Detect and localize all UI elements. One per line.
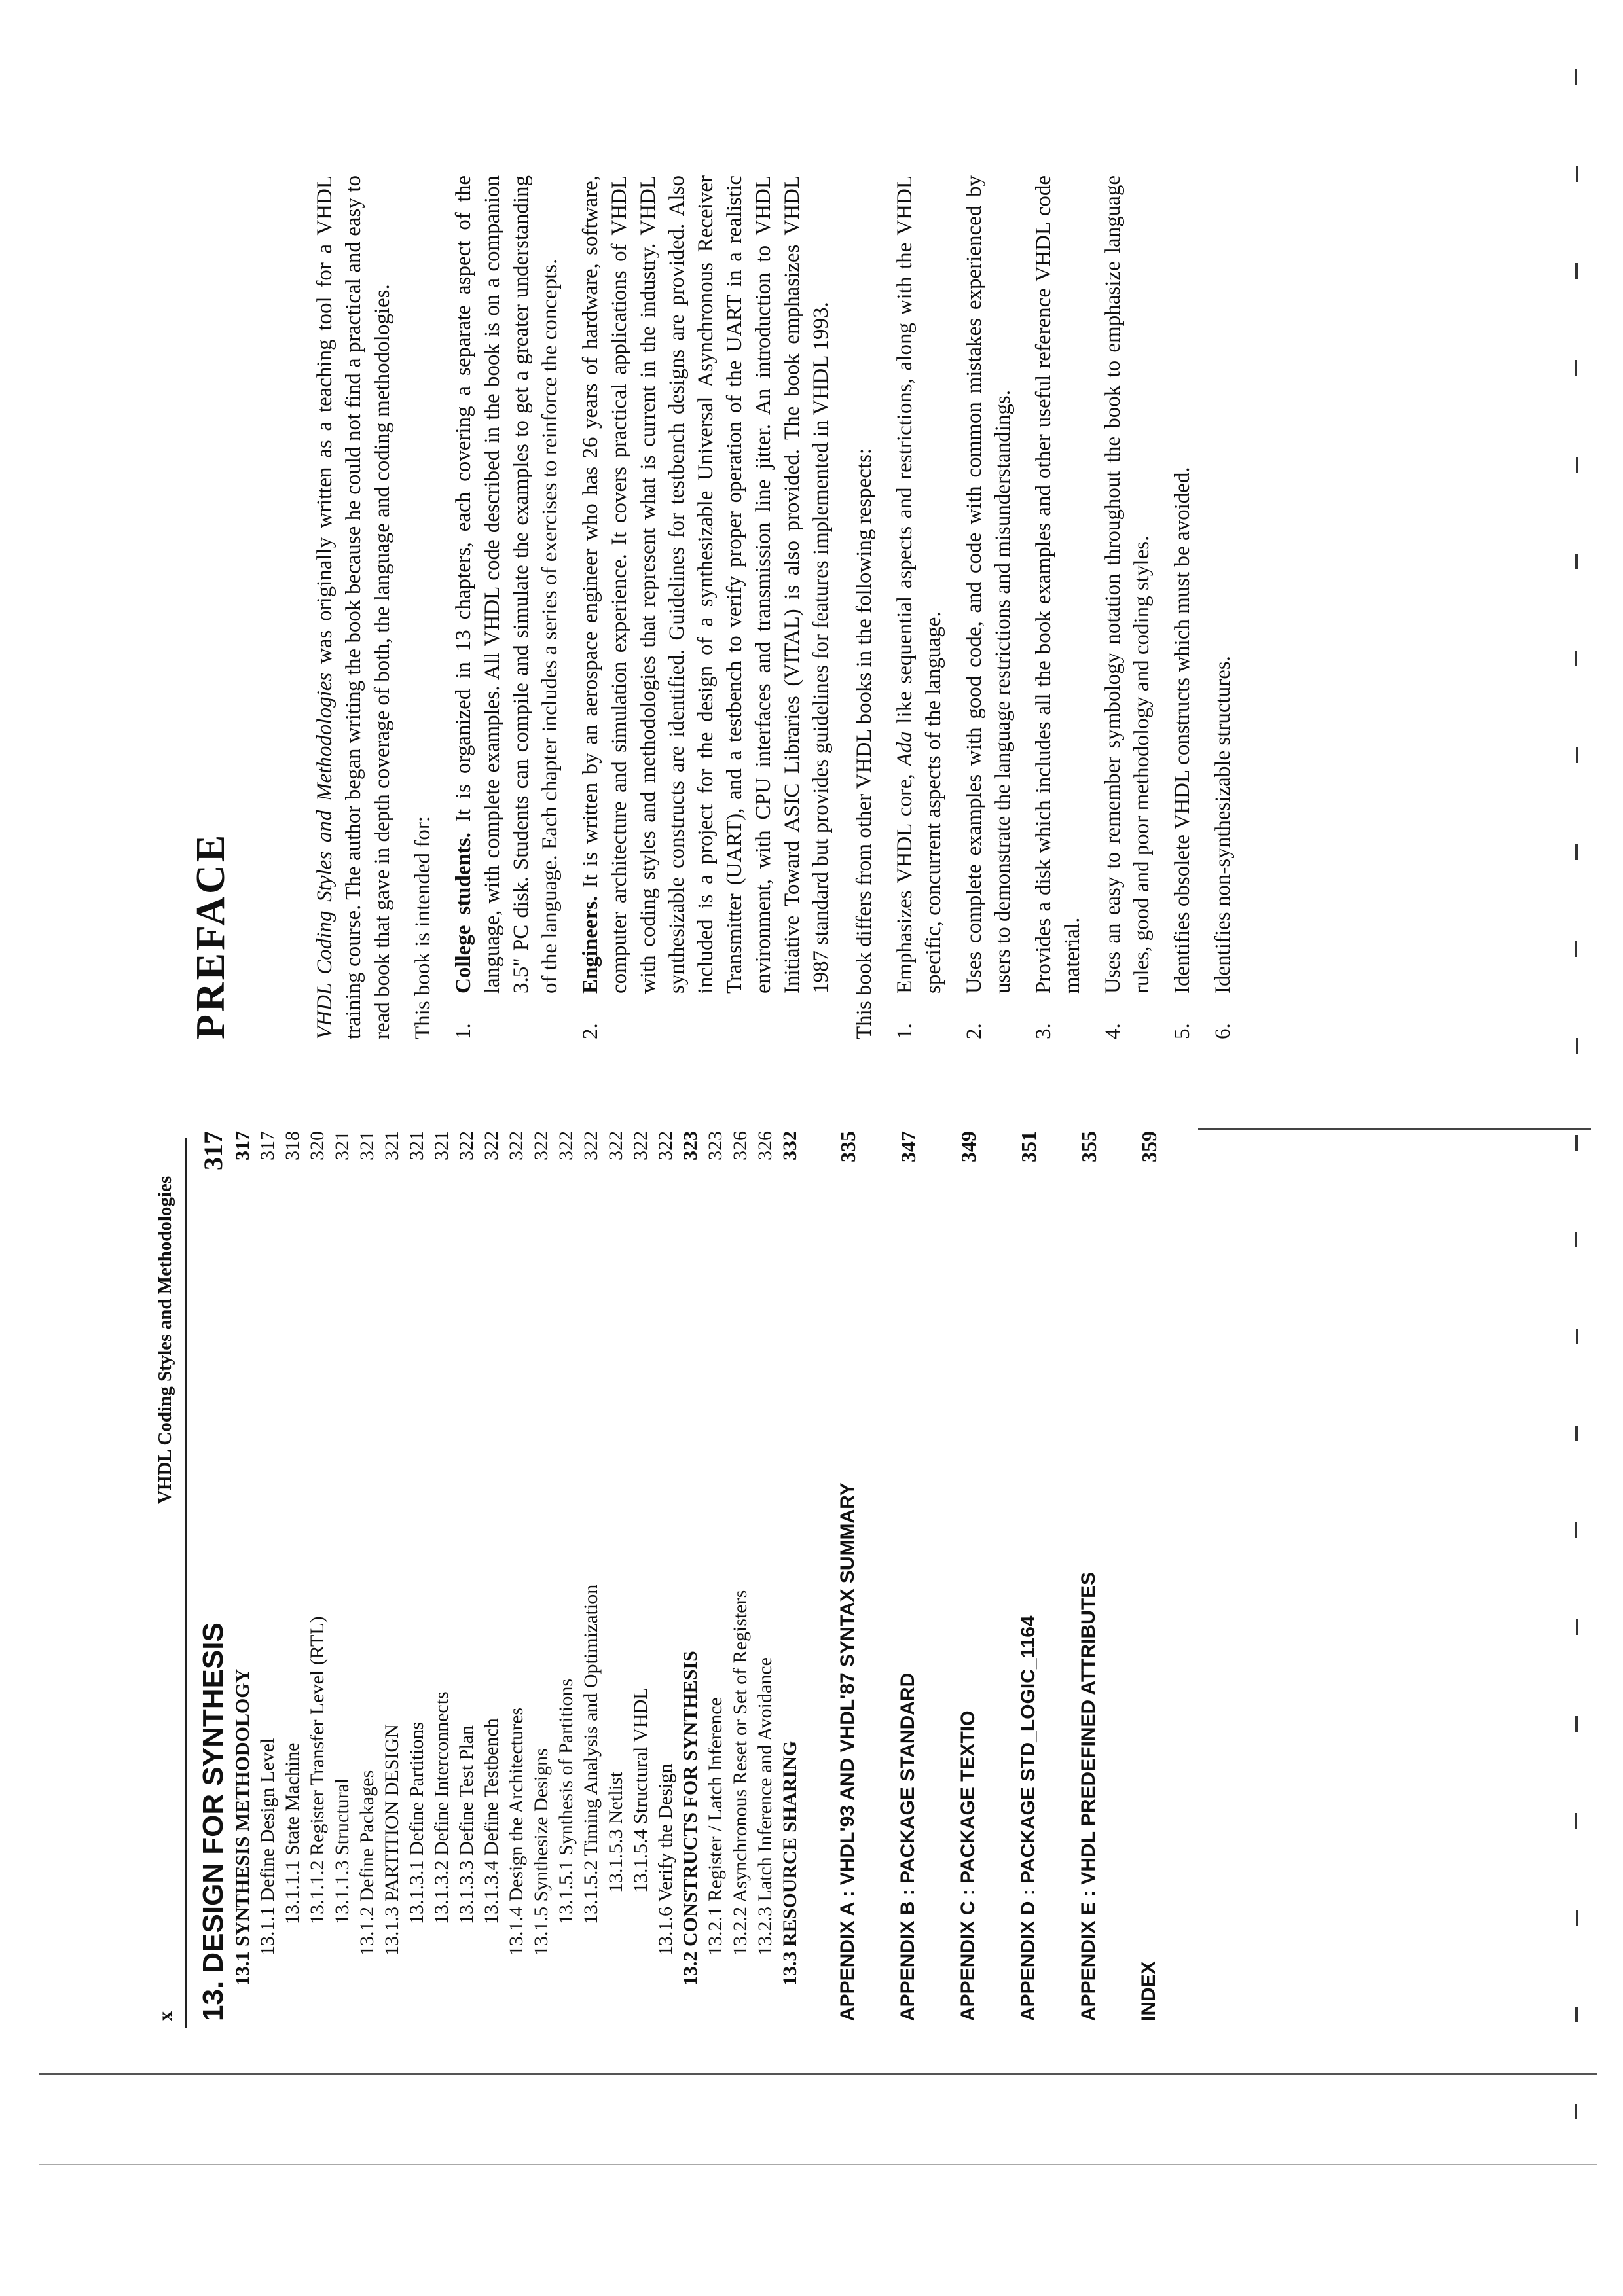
toc-entry xyxy=(833,1131,863,2021)
page-edge-line-outer xyxy=(39,2164,1597,2165)
toc-entry xyxy=(579,1131,604,2021)
toc-label: 13.2 CONSTRUCTS FOR SYNTHESIS xyxy=(680,1651,701,1986)
page-edge-line xyxy=(39,2073,1597,2075)
toc-page-number: 317 xyxy=(198,1131,228,1170)
edge-mark xyxy=(1575,1813,1577,1829)
edge-mark xyxy=(1575,941,1577,957)
audience-text: It is written by an aerospace engineer who has 26 years of hardware, software, computer architecture and simulation experience. It covers practical applications of VHDL with coding styles and methodologies that represent what is current in the industry. VHDL synthesizable constructs are identified. Guidelines for testbench designs are provided. Also included is a project for the design of a synthesizable Universal Asynchronous Receiver Transmitter (UART), and a testbench to verify proper operation of the UART in a realistic environment, with CPU interfaces and transmission line jitter. An introduction to VHDL Initiative Toward ASIC Libraries (VITAL) is also provided. The book emphasizes VHDL 1987 standard but provides guidelines for features implemented in VHDL 1993. xyxy=(579,175,833,994)
audience-text: It is organized in 13 chapters, each covering a separate aspect of the language, with complete examples. All VHDL code described in the book is on a companion 3.5" PC disk. Students can compile and simulate the examples to get a greater understanding of the language. Each chapter includes a series of exercises to reinforce the concepts. xyxy=(452,175,562,994)
toc-page-number: 322 xyxy=(481,1131,502,1160)
toc-page-number: 322 xyxy=(580,1131,602,1160)
edge-mark xyxy=(1575,1716,1578,1732)
preface-page xyxy=(189,175,1252,1039)
edge-mark xyxy=(1575,69,1577,85)
toc-page-number: 322 xyxy=(630,1131,651,1160)
toc-page-number: 318 xyxy=(282,1131,303,1160)
toc-entry xyxy=(1134,1131,1164,2021)
toc-entry xyxy=(196,1131,230,2021)
edge-mark xyxy=(1575,360,1577,376)
toc-entry xyxy=(1074,1131,1104,2021)
toc-entry xyxy=(305,1131,330,2021)
edge-mark xyxy=(1575,1522,1577,1538)
preface-intro xyxy=(310,175,397,1039)
difference-item xyxy=(1209,175,1237,1039)
toc-label: APPENDIX B : PACKAGE STANDARD xyxy=(897,1672,919,2021)
toc-page-number: 322 xyxy=(655,1131,676,1160)
toc-label: 13.1.3.3 Define Test Plan xyxy=(456,1725,477,1924)
difference-text-cont: like sequential aspects and restrictions, along with the VHDL specific, concurrent aspects of the language. xyxy=(893,175,945,994)
toc-label: 13.2.3 Latch Inference and Avoidance xyxy=(754,1657,776,1956)
audience-item xyxy=(576,175,835,1039)
edge-mark xyxy=(1575,263,1578,279)
toc-label: 13.1.3.2 Define Interconnects xyxy=(431,1691,452,1924)
differs-intro: This book differs from other VHDL books in the following respects: xyxy=(852,448,876,1039)
intended-for: This book is intended for: xyxy=(411,816,435,1039)
toc-label: 13.1.5.1 Synthesis of Partitions xyxy=(555,1678,577,1924)
toc-label: 13.1.1 Define Design Level xyxy=(257,1738,278,1956)
toc-label: 13.1 SYNTHESIS METHODOLOGY xyxy=(232,1668,253,1986)
difference-item xyxy=(960,175,1017,1039)
table-of-contents xyxy=(196,1131,1164,2021)
toc-page-number: 321 xyxy=(331,1131,353,1160)
toc-entry xyxy=(953,1131,983,2021)
toc-entry xyxy=(504,1131,529,2021)
audience-lead: Engineers. xyxy=(579,895,602,994)
edge-mark xyxy=(1576,1038,1578,1054)
toc-entry xyxy=(330,1131,355,2021)
running-title: VHDL Coding Styles and Methodologies xyxy=(155,1175,175,1504)
toc-page-number: 326 xyxy=(729,1131,751,1160)
toc-page-number: 320 xyxy=(306,1131,328,1160)
toc-page-number: 332 xyxy=(779,1131,801,1160)
edge-mark xyxy=(1576,1619,1578,1635)
toc-entry xyxy=(255,1131,280,2021)
toc-page-number: 322 xyxy=(505,1131,527,1160)
toc-label: 13.1.5 Synthesize Designs xyxy=(530,1748,552,1956)
toc-page-number: 321 xyxy=(431,1131,452,1160)
item-number: 2. xyxy=(579,1023,602,1039)
toc-page-number: 322 xyxy=(555,1131,577,1160)
toc-label: 13.1.3.1 Define Partitions xyxy=(406,1721,428,1924)
difference-italic: Ada xyxy=(893,731,917,766)
intro-text: was originally written as a teaching tool for a VHDL training course. The author began writing the book because he could not find a practical and easy to read book that gave in depth coverage of both, the language and coding methodologies. xyxy=(313,175,394,1039)
toc-page-number: 347 xyxy=(896,1131,920,1162)
edge-mark xyxy=(1575,1232,1577,1247)
toc-entry xyxy=(604,1131,629,2021)
page-number: x xyxy=(155,2011,176,2021)
audience-item xyxy=(449,175,564,1039)
toc-page-number: 321 xyxy=(406,1131,428,1160)
toc-entry xyxy=(529,1131,554,2021)
item-number: 4. xyxy=(1101,1023,1125,1039)
toc-entry xyxy=(703,1131,728,2021)
toc-entry xyxy=(778,1131,803,2021)
item-number: 2. xyxy=(962,1023,986,1039)
toc-label: 13.1.1.2 Register Transfer Level (RTL) xyxy=(306,1616,328,1924)
differences-list xyxy=(890,175,1237,1039)
edge-mark xyxy=(1576,747,1578,763)
edge-mark xyxy=(1576,457,1578,473)
toc-label: 13.2.2 Asynchronous Reset or Set of Registers xyxy=(729,1590,751,1956)
item-number: 5. xyxy=(1171,1023,1194,1039)
difference-item xyxy=(1099,175,1156,1039)
audience-list xyxy=(449,175,835,1039)
audience-lead: College students. xyxy=(452,833,475,994)
toc-entry xyxy=(653,1131,678,2021)
edge-mark xyxy=(1576,1910,1578,1926)
toc-entry xyxy=(629,1131,653,2021)
toc-page-number: 335 xyxy=(836,1131,860,1162)
toc-page-number: 355 xyxy=(1077,1131,1101,1162)
toc-page-number: 321 xyxy=(356,1131,378,1160)
toc-page-number: 317 xyxy=(257,1131,278,1160)
toc-page-number: 322 xyxy=(605,1131,627,1160)
difference-text: Identifies obsolete VHDL constructs which must be avoided. xyxy=(1171,467,1194,994)
difference-text: Uses an easy to remember symbology notation throughout the book to emphasize language rules, good and poor methodology and coding styles. xyxy=(1101,175,1154,994)
toc-label: 13. DESIGN FOR SYNTHESIS xyxy=(197,1623,229,2021)
edge-mark xyxy=(1575,651,1577,666)
toc-entry xyxy=(678,1131,703,2021)
toc-entry xyxy=(554,1131,579,2021)
toc-entry xyxy=(454,1131,479,2021)
item-number: 1. xyxy=(893,1023,917,1039)
toc-page-number: 322 xyxy=(530,1131,552,1160)
toc-entry xyxy=(753,1131,778,2021)
edge-mark xyxy=(1575,2007,1578,2022)
edge-mark xyxy=(1576,1329,1578,1344)
toc-label: 13.2.1 Register / Latch Inference xyxy=(704,1697,726,1956)
item-number: 1. xyxy=(452,1023,475,1039)
preface-title: PREFACE xyxy=(189,832,233,1039)
toc-page-number: 323 xyxy=(704,1131,726,1160)
item-number: 6. xyxy=(1211,1023,1235,1039)
book-title-italic: VHDL Coding Styles and Methodologies xyxy=(313,672,337,1039)
difference-item xyxy=(890,175,948,1039)
toc-entry xyxy=(429,1131,454,2021)
toc-label: 13.1.4 Design the Architectures xyxy=(505,1707,527,1956)
toc-entry xyxy=(479,1131,504,2021)
edge-mark xyxy=(1575,1135,1578,1151)
toc-page-number: 359 xyxy=(1137,1131,1161,1162)
edge-mark xyxy=(1576,166,1578,182)
toc-entry xyxy=(230,1131,255,2021)
toc-label: 13.1.5.3 Netlist xyxy=(605,1772,627,1893)
toc-page-number: 321 xyxy=(381,1131,403,1160)
difference-text: Emphasizes VHDL core, xyxy=(893,766,917,994)
difference-item xyxy=(1029,175,1087,1039)
toc-label: 13.1.1.1 State Machine xyxy=(282,1742,303,1924)
toc-label: APPENDIX D : PACKAGE STD_LOGIC_1164 xyxy=(1017,1615,1039,2021)
toc-label: APPENDIX E : VHDL PREDEFINED ATTRIBUTES xyxy=(1078,1571,1099,2021)
toc-page-number: 317 xyxy=(232,1131,253,1160)
toc-label: APPENDIX C : PACKAGE TEXTIO xyxy=(957,1710,979,2021)
toc-page-number: 349 xyxy=(957,1131,980,1162)
toc-entry xyxy=(728,1131,753,2021)
toc-label: 13.3 RESOURCE SHARING xyxy=(779,1740,801,1986)
edge-mark xyxy=(1575,2104,1577,2119)
difference-text: Provides a disk which includes all the book examples and other useful reference VHDL code material. xyxy=(1032,175,1084,994)
edge-mark xyxy=(1575,844,1578,860)
toc-entry xyxy=(380,1131,405,2021)
difference-text: Uses complete examples with good code, and code with common mistakes experienced by users to demonstrate the language restrictions and misunderstandings. xyxy=(962,175,1015,994)
toc-label: 13.1.2 Define Packages xyxy=(356,1770,378,1956)
toc-entry xyxy=(893,1131,923,2021)
toc-label: 13.1.1.3 Structural xyxy=(331,1778,353,1924)
toc-page-number: 323 xyxy=(680,1131,701,1160)
toc-entry xyxy=(280,1131,305,2021)
toc-label: INDEX xyxy=(1138,1961,1159,2021)
toc-entry xyxy=(405,1131,429,2021)
item-number: 3. xyxy=(1032,1023,1055,1039)
difference-item xyxy=(1168,175,1197,1039)
toc-page-number: 322 xyxy=(456,1131,477,1160)
header-rule xyxy=(185,1138,187,2028)
difference-text: Identifies non-synthesizable structures. xyxy=(1211,656,1235,994)
edge-mark xyxy=(1575,554,1578,569)
toc-page-number: 351 xyxy=(1017,1131,1040,1162)
toc-label: 13.1.6 Verify the Design xyxy=(655,1763,676,1956)
toc-label: 13.1.5.2 Timing Analysis and Optimization xyxy=(580,1584,602,1924)
toc-entry xyxy=(355,1131,380,2021)
toc-page-number: 326 xyxy=(754,1131,776,1160)
toc-label: 13.1.3 PARTITION DESIGN xyxy=(381,1724,403,1956)
toc-entry xyxy=(1013,1131,1044,2021)
toc-label: 13.1.5.4 Structural VHDL xyxy=(630,1687,651,1893)
toc-label: 13.1.3.4 Define Testbench xyxy=(481,1718,502,1924)
toc-label: APPENDIX A : VHDL'93 AND VHDL'87 SYNTAX SUMMARY xyxy=(837,1482,858,2021)
edge-mark xyxy=(1575,1426,1578,1441)
gutter-line xyxy=(1198,1128,1591,1130)
